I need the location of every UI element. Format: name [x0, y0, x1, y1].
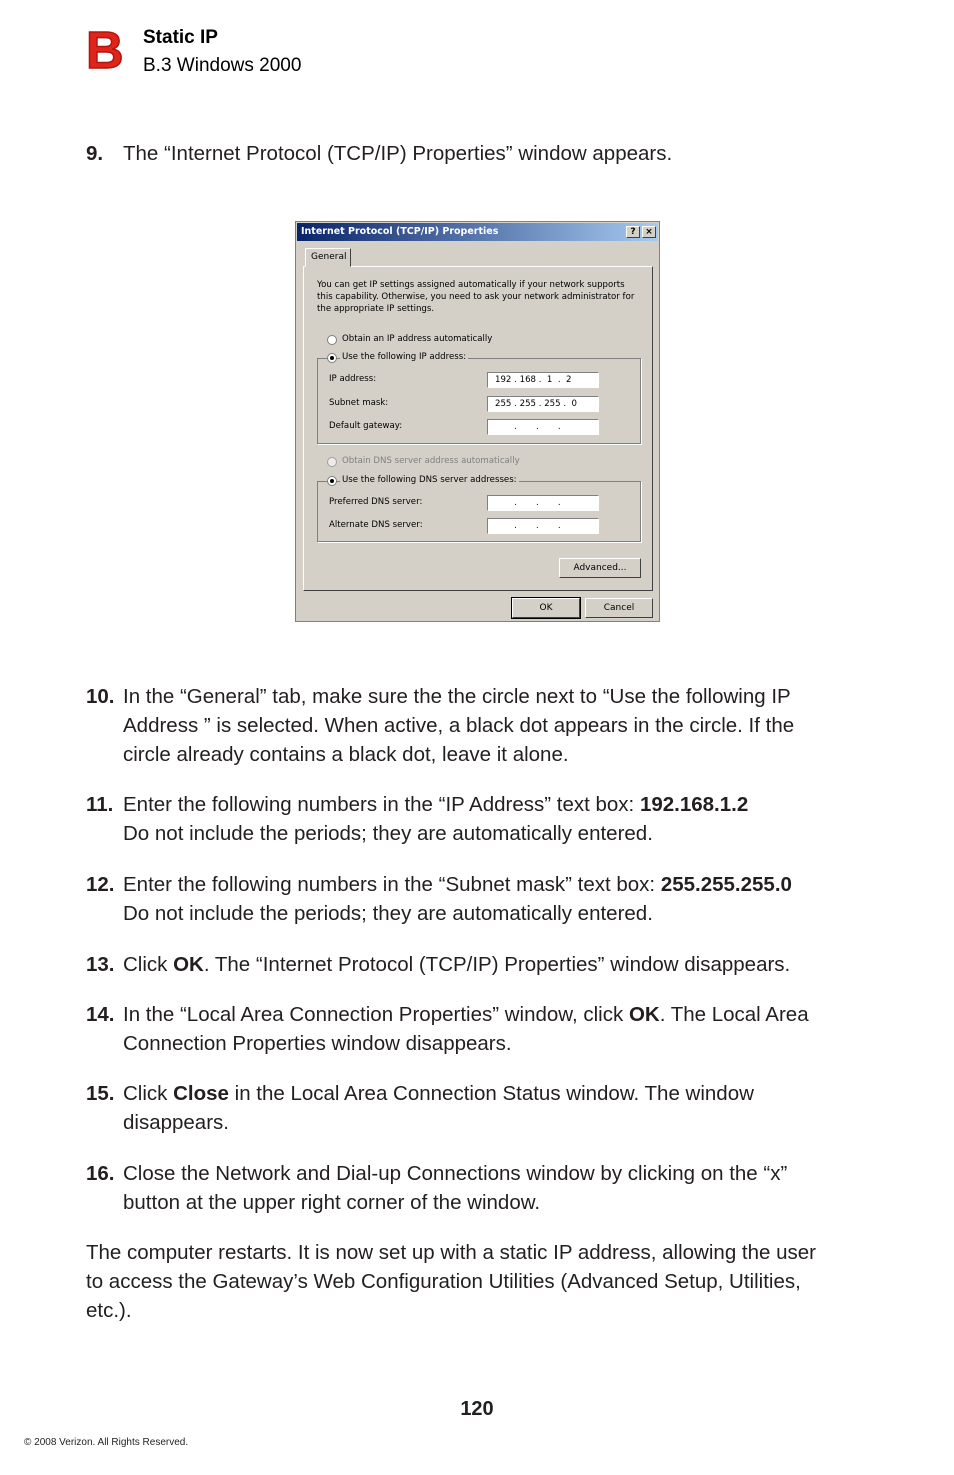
- subnet-mask-value: 255.255.255.0: [660, 873, 792, 896]
- default-gateway-input[interactable]: . . .: [487, 419, 599, 435]
- ip-address-value: 192.168.1.2: [639, 793, 749, 816]
- header-title: Static IP: [143, 27, 218, 48]
- cancel-button[interactable]: Cancel: [585, 598, 653, 618]
- step-14-number: 14.: [86, 1003, 115, 1026]
- step-14-line-2: Connection Properties window disappears.: [123, 1032, 512, 1055]
- preferred-dns-input[interactable]: . . .: [487, 495, 599, 511]
- default-gateway-label: Default gateway:: [329, 421, 403, 431]
- alternate-dns-label: Alternate DNS server:: [329, 520, 423, 530]
- advanced-button[interactable]: Advanced...: [559, 558, 641, 578]
- step-16-text: [123, 1159, 787, 1217]
- step-12-line-2: Do not include the periods; they are automatically entered.: [123, 902, 653, 925]
- step-13-ok: OK: [173, 953, 204, 976]
- dialog-title-bar: [297, 223, 658, 241]
- ok-button[interactable]: OK: [512, 598, 580, 618]
- step-16-number: 16.: [86, 1162, 115, 1185]
- step-12-line-1: [123, 870, 792, 899]
- step-12-instruction: Enter the following numbers in the “Subnet mask” text box:: [123, 873, 661, 896]
- step-10-number: 10.: [86, 685, 115, 708]
- step-11-text: [123, 790, 748, 848]
- ip-address-input[interactable]: 192 . 168 . 1 . 2: [487, 372, 599, 388]
- subnet-mask-label: Subnet mask:: [329, 398, 389, 408]
- radio-obtain-ip-auto-label: Obtain an IP address automatically: [342, 334, 493, 344]
- radio-use-ip[interactable]: [327, 353, 337, 363]
- tcpip-properties-dialog: [295, 221, 660, 622]
- step-14-ok: OK: [628, 1003, 660, 1026]
- step-14-line-1: [123, 1000, 809, 1029]
- step-11-line-1: [123, 790, 748, 819]
- step-13-number: 13.: [86, 953, 115, 976]
- dialog-title: Internet Protocol (TCP/IP) Properties: [301, 226, 499, 237]
- step-10-text: [123, 682, 794, 769]
- step-12-number: 12.: [86, 873, 115, 896]
- step-14-part-c: . The Local Area: [659, 1003, 809, 1026]
- tab-general[interactable]: General: [305, 248, 351, 267]
- copyright-notice: © 2008 Verizon. All Rights Reserved.: [24, 1437, 189, 1448]
- ip-address-label: IP address:: [329, 374, 377, 384]
- intro-line-3: the appropriate IP settings.: [317, 304, 435, 314]
- closing-line-1: The computer restarts. It is now set up with a static IP address, allowing the user: [86, 1241, 816, 1264]
- help-button[interactable]: ?: [626, 226, 640, 238]
- step-15-close: Close: [173, 1082, 229, 1105]
- preferred-dns-label: Preferred DNS server:: [329, 497, 423, 507]
- closing-line-2: to access the Gateway’s Web Configuration Utilities (Advanced Setup, Utilities,: [86, 1270, 801, 1293]
- intro-line-1: You can get IP settings assigned automatically if your network supports: [317, 280, 625, 290]
- radio-use-dns[interactable]: [327, 476, 337, 486]
- radio-obtain-dns-auto[interactable]: [327, 457, 337, 467]
- step-9-text: The “Internet Protocol (TCP/IP) Properties” window appears.: [123, 142, 673, 165]
- step-11-instruction: Enter the following numbers in the “IP Address” text box:: [123, 793, 640, 816]
- step-12-text: [123, 870, 792, 928]
- step-14-text: [123, 1000, 809, 1058]
- alternate-dns-input[interactable]: . . .: [487, 518, 599, 534]
- step-9-number: 9.: [86, 142, 104, 165]
- close-button[interactable]: ×: [642, 226, 656, 238]
- appendix-letter: B: [86, 22, 124, 80]
- step-15-part-c: in the Local Area Connection Status window. The window: [228, 1082, 754, 1105]
- closing-line-3: etc.).: [86, 1299, 132, 1322]
- step-14-part-a: In the “Local Area Connection Properties” window, click: [123, 1003, 629, 1026]
- radio-use-dns-label: Use the following DNS server addresses:: [342, 475, 517, 485]
- step-16-line-1: Close the Network and Dial-up Connections window by clicking on the “x”: [123, 1162, 788, 1185]
- step-13-part-c: . The “Internet Protocol (TCP/IP) Properties” window disappears.: [203, 953, 791, 976]
- step-15-number: 15.: [86, 1082, 115, 1105]
- step-10-line-2: Address ” is selected. When active, a black dot appears in the circle. If the: [123, 714, 795, 737]
- step-16-line-2: button at the upper right corner of the window.: [123, 1191, 541, 1214]
- radio-obtain-ip-auto[interactable]: [327, 335, 337, 345]
- radio-use-ip-label: Use the following IP address:: [342, 352, 467, 362]
- closing-paragraph: [86, 1238, 816, 1325]
- step-15-part-a: Click: [123, 1082, 174, 1105]
- intro-line-2: this capability. Otherwise, you need to ask your network administrator for: [317, 292, 635, 302]
- step-11-line-2: Do not include the periods; they are automatically entered.: [123, 822, 653, 845]
- step-13-part-a: Click: [123, 953, 174, 976]
- step-15-line-1: [123, 1079, 754, 1108]
- step-13-text: [123, 950, 790, 979]
- header-subtitle: B.3 Windows 2000: [143, 55, 302, 76]
- page-number: 120: [460, 1398, 494, 1420]
- dialog-intro-text: [317, 279, 637, 315]
- step-11-number: 11.: [86, 793, 114, 816]
- subnet-mask-input[interactable]: 255 . 255 . 255 . 0: [487, 396, 599, 412]
- step-15-text: [123, 1079, 754, 1137]
- step-15-line-2: disappears.: [123, 1111, 229, 1134]
- step-10-line-1: In the “General” tab, make sure the the circle next to “Use the following IP: [123, 685, 791, 708]
- radio-obtain-dns-auto-label: Obtain DNS server address automatically: [342, 456, 520, 466]
- step-10-line-3: circle already contains a black dot, leave it alone.: [123, 743, 569, 766]
